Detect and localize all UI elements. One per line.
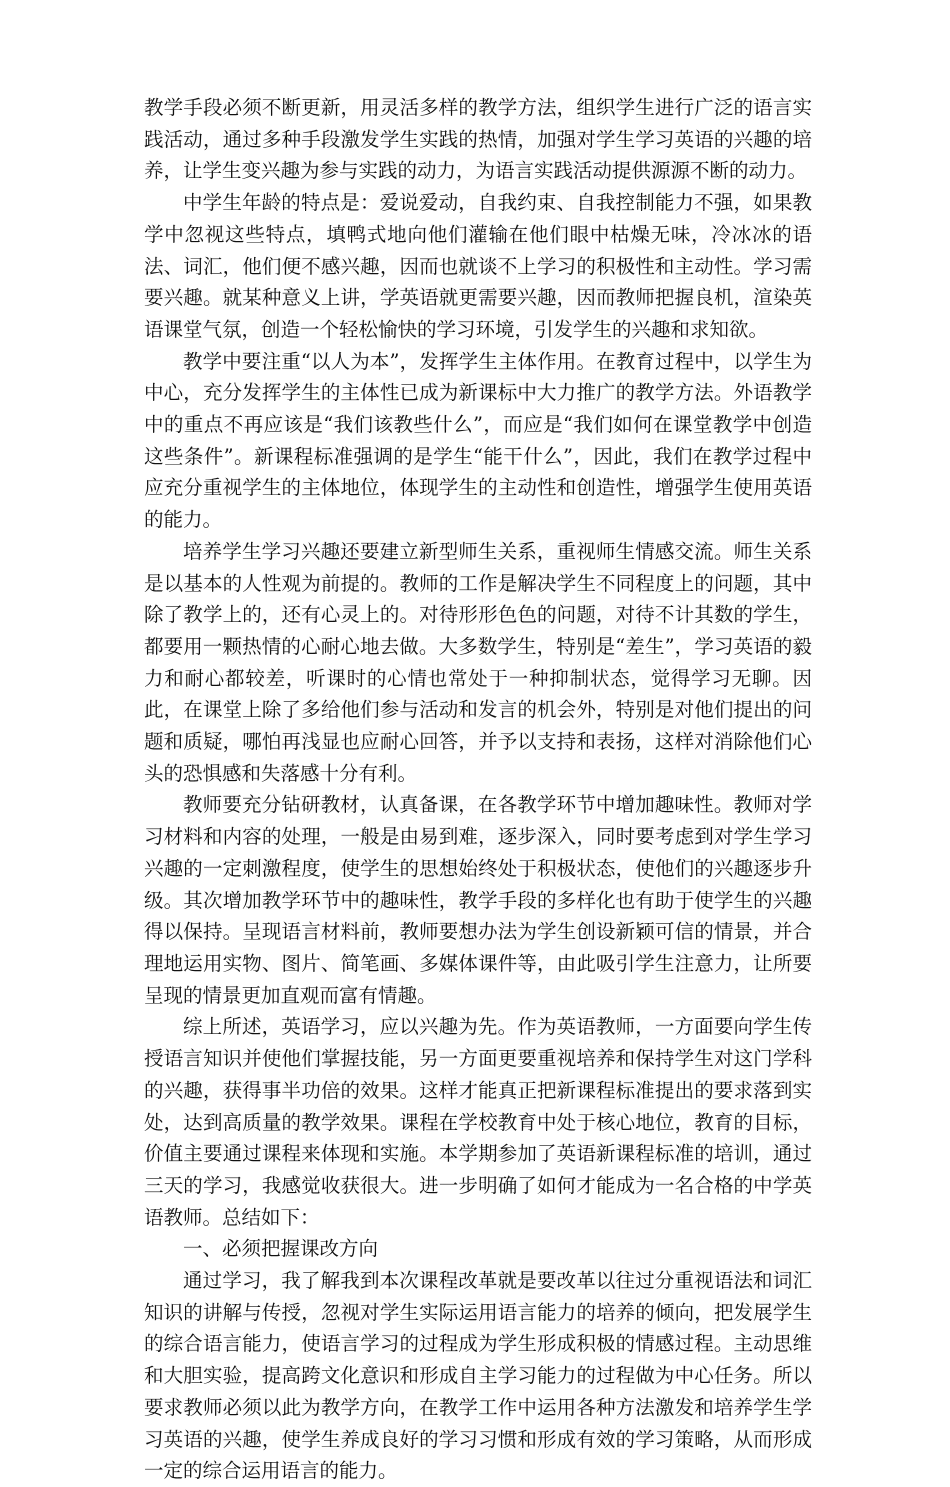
paragraph-student-centered: 教学中要注重“以人为本”，发挥学生主体作用。在教育过程中，以学生为中心，充分发挥学生的主体性已成为新课标中大力推广的教学方法。外语教学中的重点不再应该是“我们该教些什么”，而应是“我们如何在课堂教学中创造这些条件”。新课程标准强调的是学生“能干什么”，因此，我们在教学过程中应充分重视学生的主体地位，体现学生的主动性和创造性，增强学生使用英语的能力。 [144,349,812,532]
paragraph-continuation: 教学手段必须不断更新，用灵活多样的教学方法，组织学生进行广泛的语言实践活动，通过多种手段激发学生实践的热情，加强对学生学习英语的兴趣的培养，让学生变兴趣为参与实践的动力，为语言实践活动提供源源不断的动力。 [144,96,812,183]
paragraph-summary: 综上所述，英语学习，应以兴趣为先。作为英语教师，一方面要向学生传授语言知识并使他们掌握技能，另一方面更要重视培养和保持学生对这门学科的兴趣，获得事半功倍的效果。这样才能真正把新课程标准提出的要求落到实处，达到高质量的教学效果。课程在学校教育中处于核心地位，教育的目标，价值主要通过课程来体现和实施。本学期参加了英语新课程标准的培训，通过三天的学习，我感觉收获很大。进一步明确了如何才能成为一名合格的中学英语教师。总结如下： [144,1015,812,1229]
document-page [144,92,812,1487]
paragraph-lesson-preparation: 教师要充分钻研教材，认真备课，在各教学环节中增加趣味性。教师对学习材料和内容的处理，一般是由易到难，逐步深入，同时要考虑到对学生学习兴趣的一定刺激程度，使学生的思想始终处于积极状态，使他们的兴趣逐步升级。其次增加教学环节中的趣味性，教学手段的多样化也有助于使学生的兴趣得以保持。呈现语言材料前，教师要想办法为学生创设新颖可信的情景，并合理地运用实物、图片、简笔画、多媒体课件等，由此吸引学生注意力，让所要呈现的情景更加直观而富有情趣。 [144,793,812,1007]
paragraph-reform-learning: 通过学习，我了解我到本次课程改革就是要改革以往过分重视语法和词汇知识的讲解与传授，忽视对学生实际运用语言能力的培养的倾向，把发展学生的综合语言能力，使语言学习的过程成为学生形成积极的情感过程。主动思维和大胆实验，提高跨文化意识和形成自主学习能力的过程做为中心任务。所以要求教师必须以此为教学方向，在教学工作中运用各种方法激发和培养学生学习英语的兴趣，使学生养成良好的学习习惯和形成有效的学习策略，从而形成一定的综合运用语言的能力。 [144,1269,812,1483]
paragraph-student-age: 中学生年龄的特点是：爱说爱动，自我约束、自我控制能力不强，如果教学中忽视这些特点，填鸭式地向他们灌输在他们眼中枯燥无味，冷冰冰的语法、词汇，他们便不感兴趣，因而也就谈不上学习的积极性和主动性。学习需要兴趣。就某种意义上讲，学英语就更需要兴趣，因而教师把握良机，渲染英语课堂气氛，创造一个轻松愉快的学习环境，引发学生的兴趣和求知欲。 [144,191,812,341]
paragraph-teacher-student-relation: 培养学生学习兴趣还要建立新型师生关系，重视师生情感交流。师生关系是以基本的人性观为前提的。教师的工作是解决学生不同程度上的问题，其中除了教学上的，还有心灵上的。对待形形色色的问题，对待不计其数的学生，都要用一颗热情的心耐心地去做。大多数学生，特别是“差生”，学习英语的毅力和耐心都较差，听课时的心情也常处于一种抑制状态，觉得学习无聊。因此，在课堂上除了多给他们参与活动和发言的机会外，特别是对他们提出的问题和质疑，哪怕再浅显也应耐心回答，并予以支持和表扬，这样对消除他们心头的恐惧感和失落感十分有利。 [144,539,812,785]
section-heading-reform-direction: 一、必须把握课改方向 [183,1237,379,1261]
